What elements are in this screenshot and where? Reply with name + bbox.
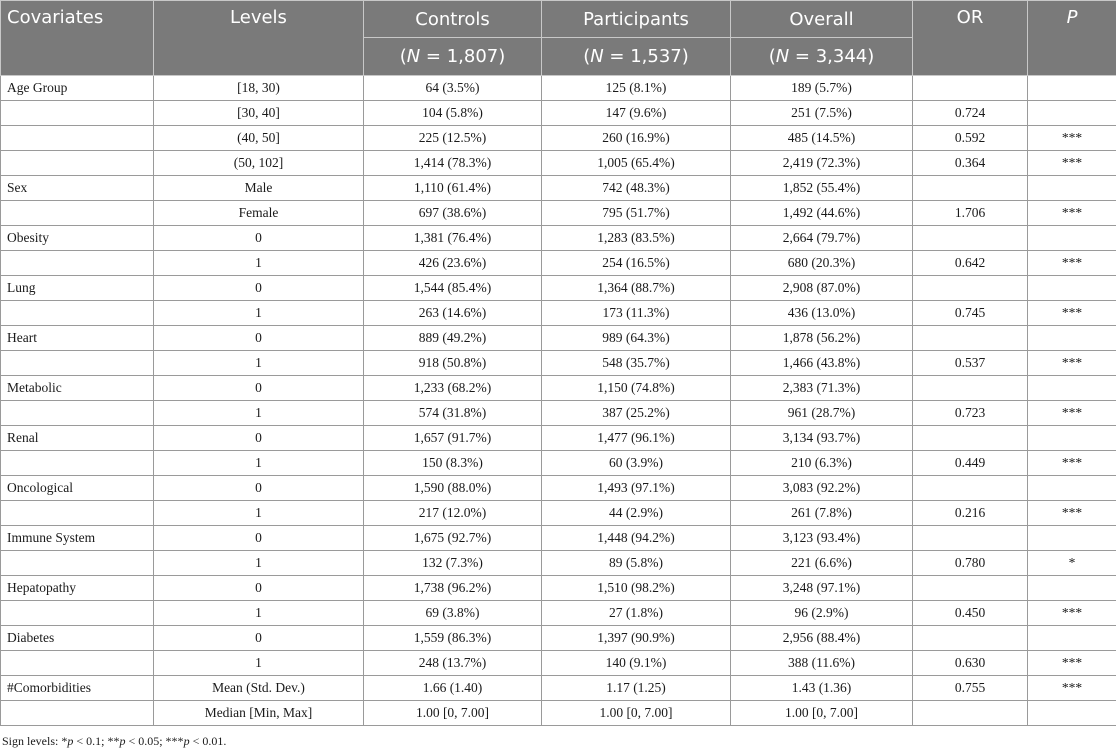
cell-level: 1 xyxy=(154,601,364,626)
header-overall-n: (N = 3,344) xyxy=(731,38,913,76)
cell-overall: 2,956 (88.4%) xyxy=(731,626,913,651)
table-row xyxy=(1,426,1116,451)
cell-controls: 1,110 (61.4%) xyxy=(364,176,542,201)
footnote-text: < 0.05; *** xyxy=(125,734,184,748)
cell-participants: 60 (3.9%) xyxy=(542,451,731,476)
cell-participants: 254 (16.5%) xyxy=(542,251,731,276)
cell-participants: 1,283 (83.5%) xyxy=(542,226,731,251)
cell-p-value xyxy=(1028,101,1116,126)
cell-covariate xyxy=(1,351,154,376)
cell-participants: 27 (1.8%) xyxy=(542,601,731,626)
cell-controls: 1,559 (86.3%) xyxy=(364,626,542,651)
cell-level: Male xyxy=(154,176,364,201)
cell-covariate: Diabetes xyxy=(1,626,154,651)
cell-covariate xyxy=(1,651,154,676)
cell-controls: 1,414 (78.3%) xyxy=(364,151,542,176)
cell-controls: 1,590 (88.0%) xyxy=(364,476,542,501)
cell-level: [18, 30) xyxy=(154,76,364,101)
cell-level: 0 xyxy=(154,326,364,351)
significance-footnote xyxy=(2,734,226,749)
table-row xyxy=(1,176,1116,201)
cell-p-value: *** xyxy=(1028,251,1116,276)
cell-overall: 3,248 (97.1%) xyxy=(731,576,913,601)
header-p-label: P xyxy=(1066,7,1078,28)
cell-controls: 1.00 [0, 7.00] xyxy=(364,701,542,726)
cell-participants: 1,005 (65.4%) xyxy=(542,151,731,176)
cell-covariate: Metabolic xyxy=(1,376,154,401)
cell-participants: 1,364 (88.7%) xyxy=(542,276,731,301)
cell-p-value: *** xyxy=(1028,201,1116,226)
cell-level: (50, 102] xyxy=(154,151,364,176)
cell-or xyxy=(913,326,1028,351)
cell-p-value xyxy=(1028,526,1116,551)
cell-p-value: *** xyxy=(1028,651,1116,676)
cell-level: [30, 40] xyxy=(154,101,364,126)
cell-or: 0.630 xyxy=(913,651,1028,676)
cell-p-value: *** xyxy=(1028,676,1116,701)
cell-overall: 436 (13.0%) xyxy=(731,301,913,326)
cell-p-value xyxy=(1028,226,1116,251)
cell-covariate: Oncological xyxy=(1,476,154,501)
footnote-text: < 0.1; ** xyxy=(73,734,120,748)
cell-or: 0.537 xyxy=(913,351,1028,376)
cell-covariate: Heart xyxy=(1,326,154,351)
cell-participants: 125 (8.1%) xyxy=(542,76,731,101)
cell-or: 0.755 xyxy=(913,676,1028,701)
cell-controls: 132 (7.3%) xyxy=(364,551,542,576)
cell-controls: 1,675 (92.7%) xyxy=(364,526,542,551)
cell-controls: 217 (12.0%) xyxy=(364,501,542,526)
cell-controls: 918 (50.8%) xyxy=(364,351,542,376)
cell-overall: 2,908 (87.0%) xyxy=(731,276,913,301)
header-controls: Controls xyxy=(364,1,542,38)
cell-controls: 1,381 (76.4%) xyxy=(364,226,542,251)
table-row xyxy=(1,351,1116,376)
cell-level: 1 xyxy=(154,501,364,526)
cell-level: 1 xyxy=(154,401,364,426)
cell-level: 1 xyxy=(154,551,364,576)
cell-level: 1 xyxy=(154,251,364,276)
cell-level: Mean (Std. Dev.) xyxy=(154,676,364,701)
table-row xyxy=(1,401,1116,426)
table-row xyxy=(1,626,1116,651)
cell-p-value xyxy=(1028,76,1116,101)
cell-overall: 2,419 (72.3%) xyxy=(731,151,913,176)
table-row xyxy=(1,251,1116,276)
cell-controls: 697 (38.6%) xyxy=(364,201,542,226)
cell-participants: 742 (48.3%) xyxy=(542,176,731,201)
cell-p-value xyxy=(1028,576,1116,601)
table-body xyxy=(1,76,1116,726)
cell-covariate: Hepatopathy xyxy=(1,576,154,601)
cell-controls: 1,738 (96.2%) xyxy=(364,576,542,601)
cell-or: 0.364 xyxy=(913,151,1028,176)
cell-or xyxy=(913,526,1028,551)
cell-or: 1.706 xyxy=(913,201,1028,226)
cell-covariate xyxy=(1,101,154,126)
cell-or xyxy=(913,701,1028,726)
cell-or: 0.642 xyxy=(913,251,1028,276)
header-covariates: Covariates xyxy=(1,1,154,76)
cell-level: 0 xyxy=(154,576,364,601)
table-row xyxy=(1,276,1116,301)
table-row xyxy=(1,551,1116,576)
cell-overall: 485 (14.5%) xyxy=(731,126,913,151)
cell-covariate xyxy=(1,301,154,326)
cell-covariate: Obesity xyxy=(1,226,154,251)
cell-p-value xyxy=(1028,426,1116,451)
cell-participants: 1.00 [0, 7.00] xyxy=(542,701,731,726)
n-symbol: N xyxy=(590,46,604,67)
cell-participants: 795 (51.7%) xyxy=(542,201,731,226)
cell-level: 0 xyxy=(154,226,364,251)
cell-controls: 263 (14.6%) xyxy=(364,301,542,326)
header-or: OR xyxy=(913,1,1028,76)
table-header xyxy=(1,1,1116,76)
cell-p-value: *** xyxy=(1028,501,1116,526)
table-row xyxy=(1,701,1116,726)
cell-overall: 251 (7.5%) xyxy=(731,101,913,126)
header-p xyxy=(1028,1,1116,76)
header-participants: Participants xyxy=(542,1,731,38)
cell-p-value: *** xyxy=(1028,451,1116,476)
cell-covariate xyxy=(1,126,154,151)
cell-overall: 1,878 (56.2%) xyxy=(731,326,913,351)
cell-or xyxy=(913,576,1028,601)
cell-p-value: *** xyxy=(1028,301,1116,326)
cell-covariate: Lung xyxy=(1,276,154,301)
cell-overall: 3,083 (92.2%) xyxy=(731,476,913,501)
cell-overall: 210 (6.3%) xyxy=(731,451,913,476)
header-participants-n: (N = 1,537) xyxy=(542,38,731,76)
cell-or xyxy=(913,476,1028,501)
cell-overall: 96 (2.9%) xyxy=(731,601,913,626)
cell-participants: 548 (35.7%) xyxy=(542,351,731,376)
cell-participants: 1,397 (90.9%) xyxy=(542,626,731,651)
cell-overall: 1,492 (44.6%) xyxy=(731,201,913,226)
footnote-p: p xyxy=(183,734,190,748)
cell-covariate: Age Group xyxy=(1,76,154,101)
cell-overall: 2,383 (71.3%) xyxy=(731,376,913,401)
table-row xyxy=(1,101,1116,126)
cell-participants: 1.17 (1.25) xyxy=(542,676,731,701)
cell-level: 0 xyxy=(154,376,364,401)
table-row xyxy=(1,76,1116,101)
cell-participants: 1,510 (98.2%) xyxy=(542,576,731,601)
cell-or: 0.450 xyxy=(913,601,1028,626)
table-row xyxy=(1,301,1116,326)
cell-level: 0 xyxy=(154,526,364,551)
table-row xyxy=(1,126,1116,151)
cell-controls: 248 (13.7%) xyxy=(364,651,542,676)
cell-overall: 221 (6.6%) xyxy=(731,551,913,576)
cell-participants: 44 (2.9%) xyxy=(542,501,731,526)
cell-participants: 387 (25.2%) xyxy=(542,401,731,426)
cell-overall: 680 (20.3%) xyxy=(731,251,913,276)
cell-covariate: Immune System xyxy=(1,526,154,551)
cell-level: Median [Min, Max] xyxy=(154,701,364,726)
cell-covariate xyxy=(1,201,154,226)
cell-participants: 260 (16.9%) xyxy=(542,126,731,151)
overall-n-value: = 3,344) xyxy=(789,46,875,67)
header-overall: Overall xyxy=(731,1,913,38)
table-row xyxy=(1,201,1116,226)
cell-level: 0 xyxy=(154,426,364,451)
cell-participants: 989 (64.3%) xyxy=(542,326,731,351)
table-row xyxy=(1,226,1116,251)
cell-overall: 1,852 (55.4%) xyxy=(731,176,913,201)
cell-level: (40, 50] xyxy=(154,126,364,151)
cell-p-value: *** xyxy=(1028,401,1116,426)
footnote-text: < 0.01. xyxy=(189,734,227,748)
table-row xyxy=(1,576,1116,601)
footnote-p: p xyxy=(119,734,126,748)
cell-or xyxy=(913,426,1028,451)
cell-overall: 1.00 [0, 7.00] xyxy=(731,701,913,726)
cell-controls: 426 (23.6%) xyxy=(364,251,542,276)
cell-controls: 1,544 (85.4%) xyxy=(364,276,542,301)
cell-participants: 89 (5.8%) xyxy=(542,551,731,576)
cell-overall: 388 (11.6%) xyxy=(731,651,913,676)
cell-or xyxy=(913,176,1028,201)
participants-n-value: = 1,537) xyxy=(603,46,689,67)
cell-participants: 140 (9.1%) xyxy=(542,651,731,676)
controls-n-value: = 1,807) xyxy=(420,46,506,67)
table-row xyxy=(1,151,1116,176)
table-row xyxy=(1,376,1116,401)
n-symbol: N xyxy=(775,46,790,67)
cell-p-value: *** xyxy=(1028,151,1116,176)
cell-level: 0 xyxy=(154,626,364,651)
table-row xyxy=(1,601,1116,626)
table-row xyxy=(1,651,1116,676)
cell-covariate xyxy=(1,251,154,276)
table-row xyxy=(1,326,1116,351)
cell-or xyxy=(913,76,1028,101)
cell-controls: 1,657 (91.7%) xyxy=(364,426,542,451)
cell-controls: 104 (5.8%) xyxy=(364,101,542,126)
cell-overall: 1.43 (1.36) xyxy=(731,676,913,701)
cell-participants: 1,493 (97.1%) xyxy=(542,476,731,501)
cell-or xyxy=(913,376,1028,401)
cell-overall: 261 (7.8%) xyxy=(731,501,913,526)
cell-or: 0.780 xyxy=(913,551,1028,576)
cell-participants: 173 (11.3%) xyxy=(542,301,731,326)
table-row xyxy=(1,451,1116,476)
cell-p-value xyxy=(1028,326,1116,351)
header-controls-n: (N = 1,807) xyxy=(364,38,542,76)
cell-or xyxy=(913,276,1028,301)
cell-p-value xyxy=(1028,626,1116,651)
cell-or: 0.745 xyxy=(913,301,1028,326)
cell-level: 0 xyxy=(154,276,364,301)
cell-covariate xyxy=(1,151,154,176)
cell-participants: 147 (9.6%) xyxy=(542,101,731,126)
n-symbol: N xyxy=(406,46,421,67)
cell-overall: 3,134 (93.7%) xyxy=(731,426,913,451)
cell-p-value: *** xyxy=(1028,601,1116,626)
table-row xyxy=(1,476,1116,501)
cell-covariate xyxy=(1,701,154,726)
cell-covariate xyxy=(1,401,154,426)
cell-level: 1 xyxy=(154,301,364,326)
cell-or: 0.449 xyxy=(913,451,1028,476)
cell-overall: 3,123 (93.4%) xyxy=(731,526,913,551)
cell-level: 1 xyxy=(154,451,364,476)
cell-covariate xyxy=(1,551,154,576)
cell-p-value: * xyxy=(1028,551,1116,576)
cell-p-value xyxy=(1028,376,1116,401)
cell-participants: 1,477 (96.1%) xyxy=(542,426,731,451)
cell-level: 1 xyxy=(154,351,364,376)
cell-overall: 2,664 (79.7%) xyxy=(731,226,913,251)
cell-covariate xyxy=(1,601,154,626)
cell-p-value xyxy=(1028,701,1116,726)
cell-covariate: #Comorbidities xyxy=(1,676,154,701)
cell-or xyxy=(913,626,1028,651)
cell-controls: 64 (3.5%) xyxy=(364,76,542,101)
cell-overall: 189 (5.7%) xyxy=(731,76,913,101)
cell-p-value xyxy=(1028,476,1116,501)
cell-covariate: Sex xyxy=(1,176,154,201)
cell-controls: 574 (31.8%) xyxy=(364,401,542,426)
cell-overall: 1,466 (43.8%) xyxy=(731,351,913,376)
cell-or: 0.592 xyxy=(913,126,1028,151)
cell-participants: 1,448 (94.2%) xyxy=(542,526,731,551)
cell-controls: 1.66 (1.40) xyxy=(364,676,542,701)
footnote-text: Sign levels: * xyxy=(2,734,68,748)
cell-p-value xyxy=(1028,176,1116,201)
cell-controls: 150 (8.3%) xyxy=(364,451,542,476)
cell-controls: 1,233 (68.2%) xyxy=(364,376,542,401)
cell-controls: 889 (49.2%) xyxy=(364,326,542,351)
header-levels: Levels xyxy=(154,1,364,76)
cell-level: Female xyxy=(154,201,364,226)
cell-or: 0.723 xyxy=(913,401,1028,426)
cell-controls: 69 (3.8%) xyxy=(364,601,542,626)
cell-overall: 961 (28.7%) xyxy=(731,401,913,426)
cell-p-value: *** xyxy=(1028,126,1116,151)
cell-or: 0.216 xyxy=(913,501,1028,526)
table-row xyxy=(1,676,1116,701)
footnote-p: p xyxy=(67,734,74,748)
table-row xyxy=(1,526,1116,551)
cell-p-value xyxy=(1028,276,1116,301)
cell-or: 0.724 xyxy=(913,101,1028,126)
cell-controls: 225 (12.5%) xyxy=(364,126,542,151)
cell-level: 1 xyxy=(154,651,364,676)
cell-participants: 1,150 (74.8%) xyxy=(542,376,731,401)
table-row xyxy=(1,501,1116,526)
cell-or xyxy=(913,226,1028,251)
cell-level: 0 xyxy=(154,476,364,501)
cell-covariate xyxy=(1,501,154,526)
cell-covariate xyxy=(1,451,154,476)
cell-p-value: *** xyxy=(1028,351,1116,376)
cell-covariate: Renal xyxy=(1,426,154,451)
